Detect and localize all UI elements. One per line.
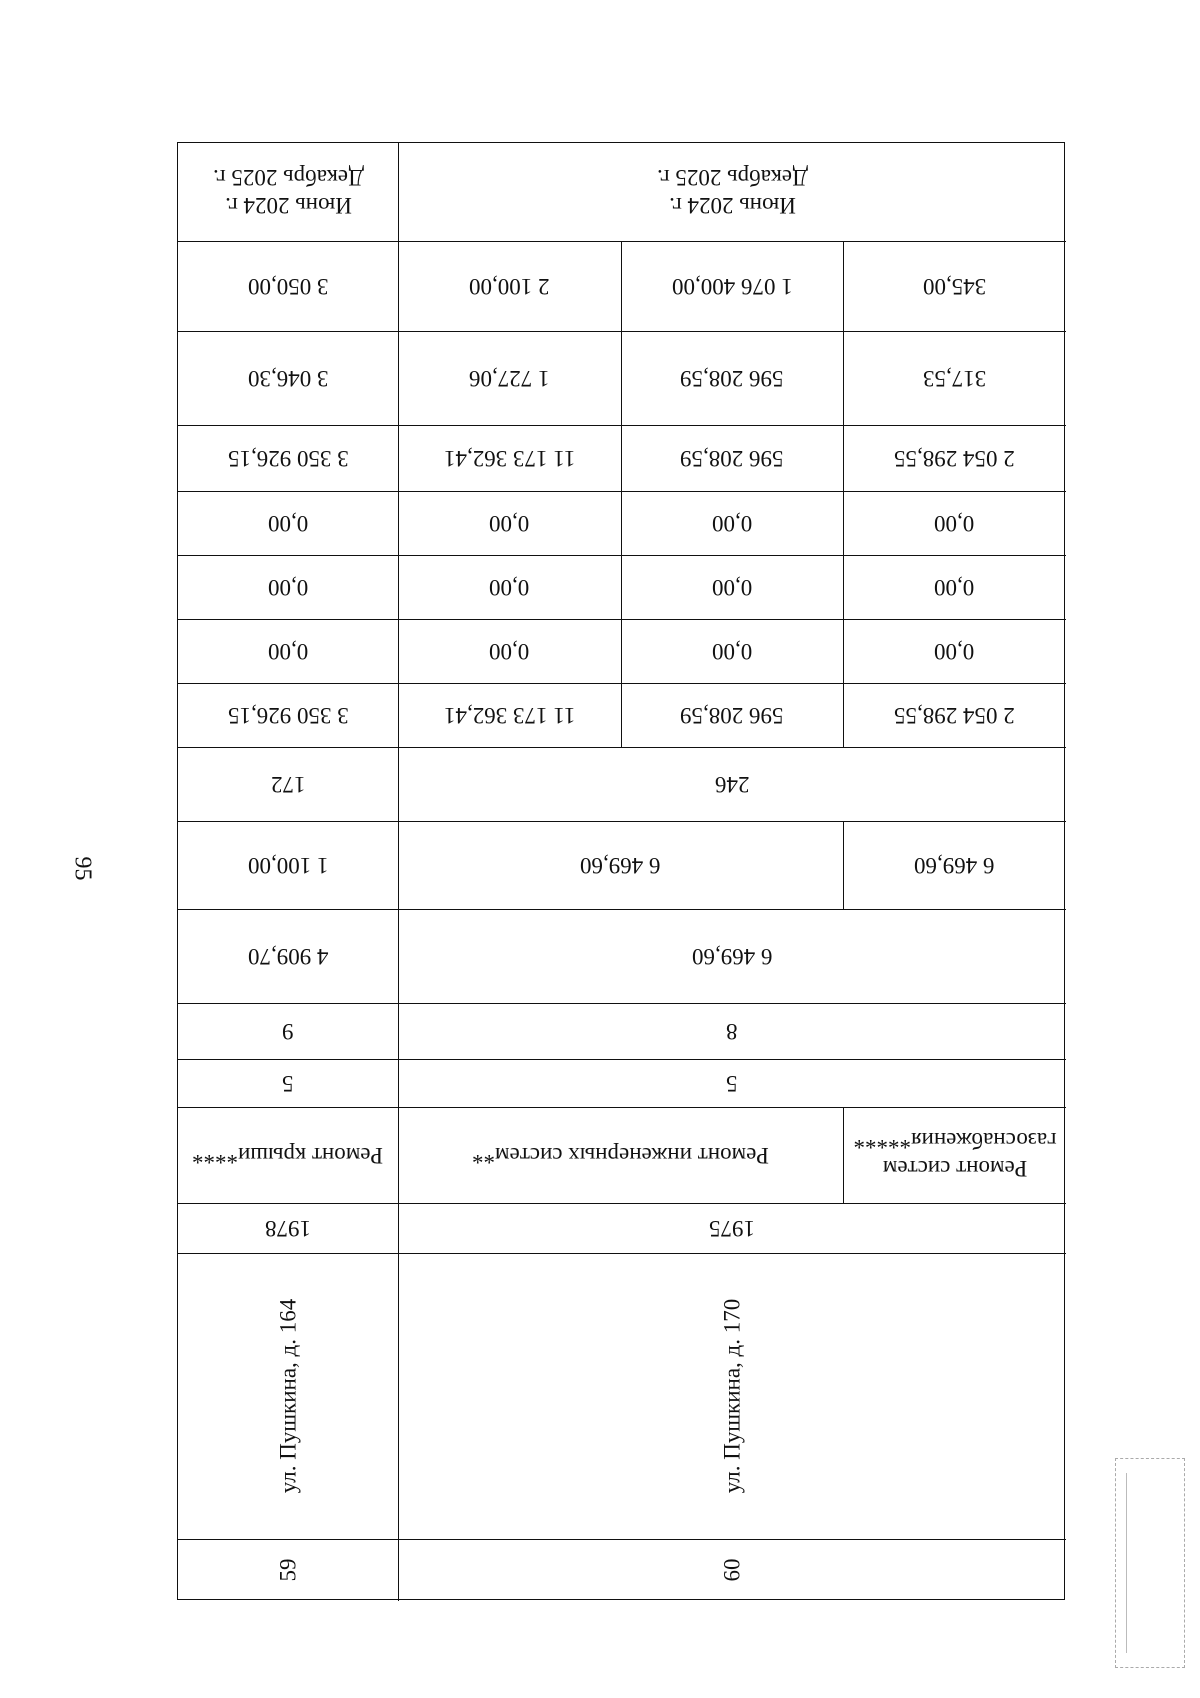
period-right: Июнь 2024 г. Декабрь 2025 г. [656,166,808,219]
zero-1-c3: 0,00 [934,511,975,536]
cost-per-m2-c3: 345,00 [922,274,987,299]
cost-limit-c2: 596 208,59 [680,366,784,391]
area-a-mid: 6 469,60 [580,853,661,878]
area-a-left: 1 100,00 [247,853,329,878]
total-b-c3: 2 054 298,55 [894,703,1015,728]
data-table [177,142,1065,1600]
address-left: ул. Пушкина, д. 164 [275,1298,300,1494]
total-a-c3: 2 054 298,55 [894,446,1015,471]
total-a-c2: 596 208,59 [680,446,784,471]
zero-3-c3: 0,00 [934,639,975,664]
total-b-c1: 11 173 362,41 [443,703,576,728]
floors-right: 8 [726,1019,738,1044]
work-type-right: Ремонт систем газоснабжения***** [853,1129,1057,1182]
row-number-left: 59 [275,1558,300,1582]
address-right: ул. Пушкина, д. 170 [719,1298,744,1494]
cost-per-m2-c2: 1 076 400,00 [671,274,793,299]
zero-1-c1: 0,00 [489,511,530,536]
area-b-left: 4 909,70 [247,944,329,969]
area-a-right: 6 469,60 [914,853,995,878]
row-number-right: 60 [719,1558,744,1582]
zero-1-left: 0,00 [267,511,309,536]
entrances-right: 5 [726,1071,738,1096]
residents-right: 246 [714,772,750,797]
period-left: Июнь 2024 г. Декабрь 2025 г. [212,166,364,219]
page-number: 95 [69,856,96,881]
cost-per-m2-c1: 2 100,00 [469,274,550,299]
zero-2-c1: 0,00 [489,575,530,600]
residents-left: 172 [270,772,306,797]
floors-left: 9 [282,1019,294,1044]
cost-limit-left: 3 046,30 [247,366,329,391]
zero-2-left: 0,00 [267,575,309,600]
total-b-c2: 596 208,59 [680,703,784,728]
work-type-left: Ремонт крыши**** [192,1143,384,1168]
zero-2-c3: 0,00 [934,575,975,600]
total-a-c1: 11 173 362,41 [443,446,576,471]
faint-stamp [1115,1458,1185,1668]
zero-3-left: 0,00 [267,639,309,664]
work-type-mid: Ремонт инженерных систем** [472,1143,769,1168]
total-b-left: 3 350 926,15 [227,703,349,728]
zero-1-c2: 0,00 [711,511,753,536]
entrances-left: 5 [282,1071,294,1096]
zero-2-c2: 0,00 [711,575,753,600]
year-built-left: 1978 [265,1216,311,1241]
cost-limit-c3: 317,53 [922,366,987,391]
year-built-right: 1975 [709,1216,755,1241]
zero-3-c1: 0,00 [489,639,530,664]
area-b-right: 6 469,60 [691,944,773,969]
zero-3-c2: 0,00 [711,639,753,664]
cost-limit-c1: 1 727,06 [469,366,550,391]
cost-per-m2-left: 3 050,00 [247,274,329,299]
total-a-left: 3 350 926,15 [227,446,349,471]
